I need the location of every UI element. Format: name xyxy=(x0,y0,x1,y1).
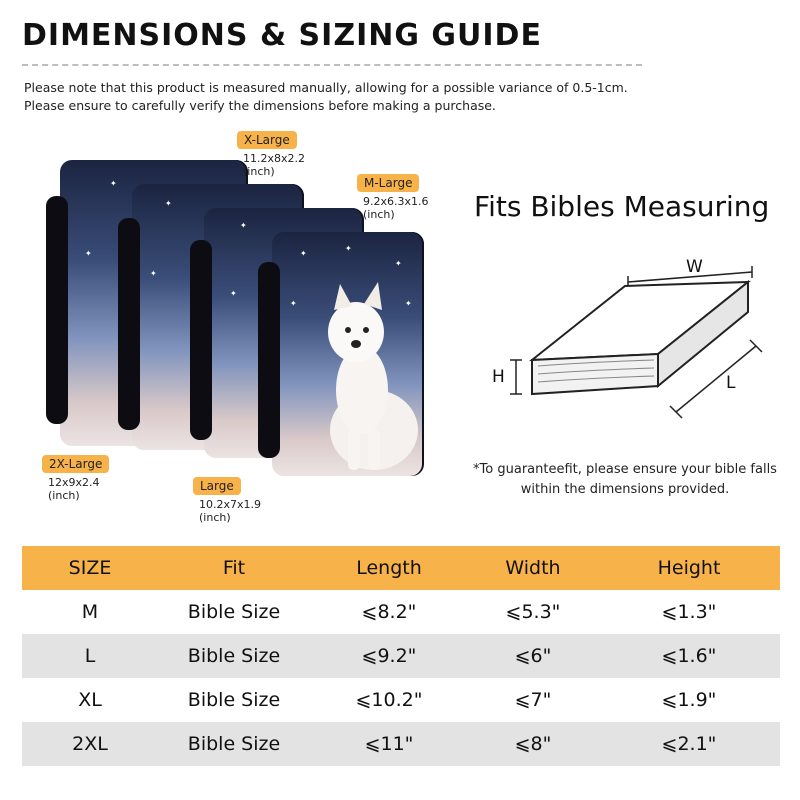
cover-2xl-strap xyxy=(46,196,68,424)
size-tag-large: Large xyxy=(193,477,241,495)
cover-large-strap xyxy=(190,240,212,440)
table-row xyxy=(22,722,780,766)
cell-fit: Bible Size xyxy=(158,722,310,766)
table-header-row xyxy=(22,546,780,590)
size-dims-xl xyxy=(243,152,305,178)
cell-width: ⩽7" xyxy=(468,678,598,722)
table-row xyxy=(22,634,780,678)
cover-medium-strap xyxy=(258,262,280,458)
star-icon: ✦ xyxy=(150,269,157,278)
cell-width: ⩽8" xyxy=(468,722,598,766)
star-icon: ✦ xyxy=(290,299,297,308)
size-dims-xl-value: 11.2x8x2.2 xyxy=(243,152,306,165)
star-icon: ✦ xyxy=(165,199,172,208)
star-icon: ✦ xyxy=(395,259,402,268)
title-divider xyxy=(22,64,642,66)
size-dims-2xl-value: 12x9x2.4 xyxy=(48,476,100,489)
star-icon: ✦ xyxy=(240,221,247,230)
page-title: DIMENSIONS & SIZING GUIDE xyxy=(22,18,542,53)
book-dimension-diagram xyxy=(490,250,770,430)
header-fit: Fit xyxy=(158,546,310,590)
star-icon: ✦ xyxy=(405,299,412,308)
header-height: Height xyxy=(598,546,780,590)
guarantee-note-line2: within the dimensions provided. xyxy=(520,482,730,497)
size-dims-ml xyxy=(363,195,429,221)
star-icon: ✦ xyxy=(230,289,237,298)
size-dims-large-unit: (inch) xyxy=(199,511,231,524)
table-row xyxy=(22,678,780,722)
cell-length: ⩽8.2" xyxy=(310,590,468,634)
cell-length: ⩽9.2" xyxy=(310,634,468,678)
height-label: H xyxy=(492,367,505,387)
size-dims-large-value: 10.2x7x1.9 xyxy=(199,498,262,511)
cell-fit: Bible Size xyxy=(158,678,310,722)
size-dims-2xl-unit: (inch) xyxy=(48,489,80,502)
width-label: W xyxy=(686,257,703,277)
table-row xyxy=(22,590,780,634)
cover-xl-strap xyxy=(118,218,140,430)
cell-height: ⩽2.1" xyxy=(598,722,780,766)
star-icon: ✦ xyxy=(85,249,92,258)
size-tag-2xl: 2X-Large xyxy=(42,455,109,473)
cell-size: XL xyxy=(22,678,158,722)
header-width: Width xyxy=(468,546,598,590)
cell-height: ⩽1.9" xyxy=(598,678,780,722)
size-dims-2xl xyxy=(48,476,100,502)
header-size: SIZE xyxy=(22,546,158,590)
size-tag-ml: M-Large xyxy=(357,174,419,192)
size-tag-xl: X-Large xyxy=(237,131,297,149)
cell-size: L xyxy=(22,634,158,678)
cell-width: ⩽5.3" xyxy=(468,590,598,634)
guarantee-note xyxy=(460,460,790,500)
star-icon: ✦ xyxy=(300,249,307,258)
cell-fit: Bible Size xyxy=(158,590,310,634)
cell-fit: Bible Size xyxy=(158,634,310,678)
guarantee-note-line1: *To guaranteefit, please ensure your bible falls xyxy=(473,462,777,477)
size-dims-large xyxy=(199,498,261,524)
cell-height: ⩽1.6" xyxy=(598,634,780,678)
size-dims-xl-unit: (inch) xyxy=(243,165,275,178)
star-icon: ✦ xyxy=(345,244,352,253)
cell-size: M xyxy=(22,590,158,634)
size-dims-ml-unit: (inch) xyxy=(363,208,395,221)
cell-length: ⩽10.2" xyxy=(310,678,468,722)
cell-width: ⩽6" xyxy=(468,634,598,678)
length-label: L xyxy=(726,373,736,393)
verify-note: Please ensure to carefully verify the dimensions before making a purchase. xyxy=(24,98,496,113)
cell-height: ⩽1.3" xyxy=(598,590,780,634)
star-icon: ✦ xyxy=(110,179,117,188)
cell-length: ⩽11" xyxy=(310,722,468,766)
dog-icon xyxy=(322,280,426,472)
header-length: Length xyxy=(310,546,468,590)
sizing-table xyxy=(22,546,780,766)
size-dims-ml-value: 9.2x6.3x1.6 xyxy=(363,195,429,208)
fits-heading: Fits Bibles Measuring xyxy=(474,190,770,223)
measurement-note: Please note that this product is measured manually, allowing for a possible variance of 0.5-1cm. xyxy=(24,80,628,95)
cell-size: 2XL xyxy=(22,722,158,766)
